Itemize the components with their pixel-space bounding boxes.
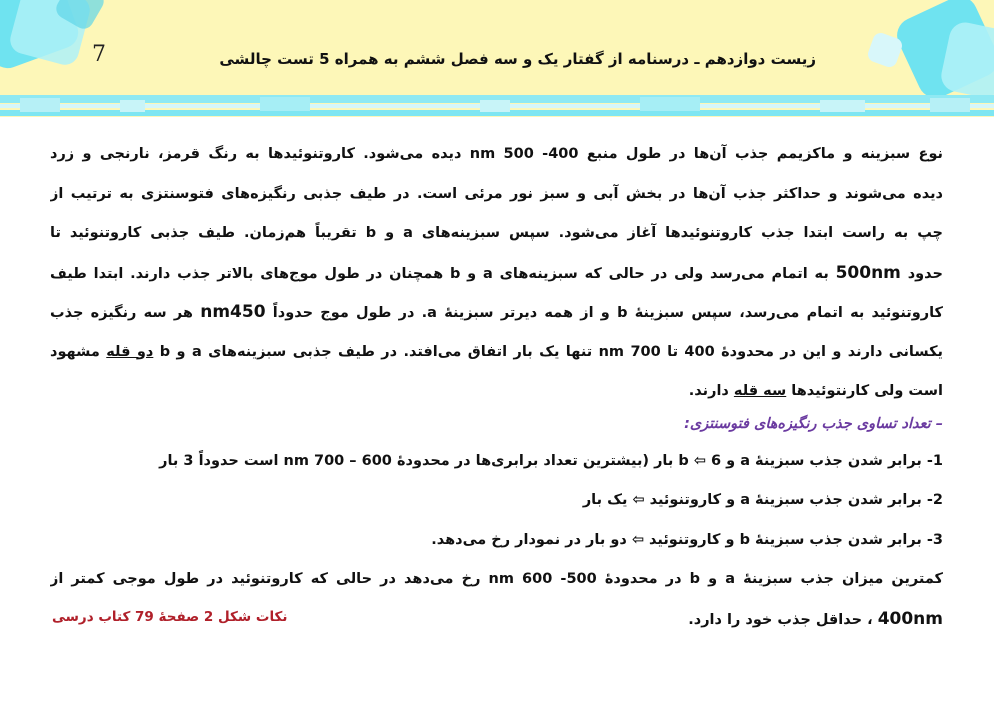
- list-item: 2- برابر شدن جذب سبزینهٔ a و کاروتنوئید ⇦ یک بار: [582, 492, 943, 508]
- underlined-term: سه قله: [733, 383, 787, 399]
- underlined-term: دو قله: [106, 343, 154, 360]
- text-run: هر سه رنگیزه جذب: [50, 305, 201, 321]
- text-run: یکسانی دارند و این در محدودهٔ 400 تا nm 700 تنها یک بار اتفاق می‌افتد. در طیف جذبی سبزینه‌های a و b: [153, 343, 943, 360]
- page-header-banner: [0, 0, 994, 122]
- paragraph-line: دیده می‌شوند و حداکثر جذب آن‌ها در بخش آبی و سبز نور مرئی است. در طیف جذبی رنگیزه‌های فتوسنتزی به ترتیب از: [50, 185, 943, 202]
- paragraph-line: [50, 372, 943, 412]
- page-number: 7: [92, 42, 106, 67]
- text-run: مشهود: [50, 343, 107, 360]
- wavelength-value: 400nm: [877, 608, 943, 629]
- wavelength-value: nm450: [200, 302, 266, 322]
- paragraph-line: [50, 293, 943, 333]
- paragraph-line: [50, 254, 943, 294]
- paragraph-line: چپ به راست ابتدا جذب کاروتنوئیدها آغاز می‌شود. سپس سبزینه‌های a و b تقریباً هم‌زمان. طیف جذبی کاروتنوئید تا: [50, 225, 943, 241]
- text-run: به اتمام می‌رسد ولی در حالی که سبزینه‌های a و b همچنان در طول موج‌های بالاتر جذب دارند. ابتدا طیف: [50, 265, 836, 282]
- header-title: زیست دوازدهم ـ درسنامه از گفتار یک و سه فصل ششم به همراه 5 تست چالشی: [219, 50, 816, 68]
- lesson-body: [50, 135, 943, 639]
- paragraph-line: کمترین میزان جذب سبزینهٔ a و b در محدودهٔ 500- nm 600 رخ می‌دهد در حالی که کاروتنوئید در طول موجی کمتر از: [50, 571, 943, 587]
- wavelength-value: 500nm: [835, 262, 901, 283]
- textbook-reference-note: نکات شکل 2 صفحهٔ 79 کتاب درسی: [52, 609, 288, 625]
- text-run: کاروتنوئید به اتمام می‌رسد، سپس سبزینهٔ b و از همه دیرتر سبزینهٔ a. در طول موج حدوداً: [265, 305, 943, 321]
- text-run: ، حداقل جذب خود را دارد.: [688, 611, 878, 628]
- list-item: 1- برابر شدن جذب سبزینهٔ a و b ⇦ 6 بار (بیشترین تعداد برابری‌ها در محدودهٔ 600 – nm 700 است حدوداً 3 بار: [159, 452, 943, 469]
- text-run: است ولی کارنتوئیدها: [786, 383, 943, 399]
- paragraph-line: [50, 333, 943, 373]
- text-run: دارند.: [688, 383, 734, 399]
- text-run: حدود: [900, 265, 943, 282]
- paragraph-line: نوع سبزینه و ماکزیمم جذب آن‌ها در طول منبع 400- nm 500 دیده می‌شود. کاروتنوئیدها به رنگ قرمز، نارنجی و زرد: [50, 146, 943, 162]
- list-item: 3- برابر شدن جذب سبزینهٔ b و کاروتنوئید ⇦ دو بار در نمودار رخ می‌دهد.: [431, 531, 943, 548]
- section-heading: – تعداد تساوی جذب رنگیزه‌های فتوسنتزی:: [684, 415, 943, 432]
